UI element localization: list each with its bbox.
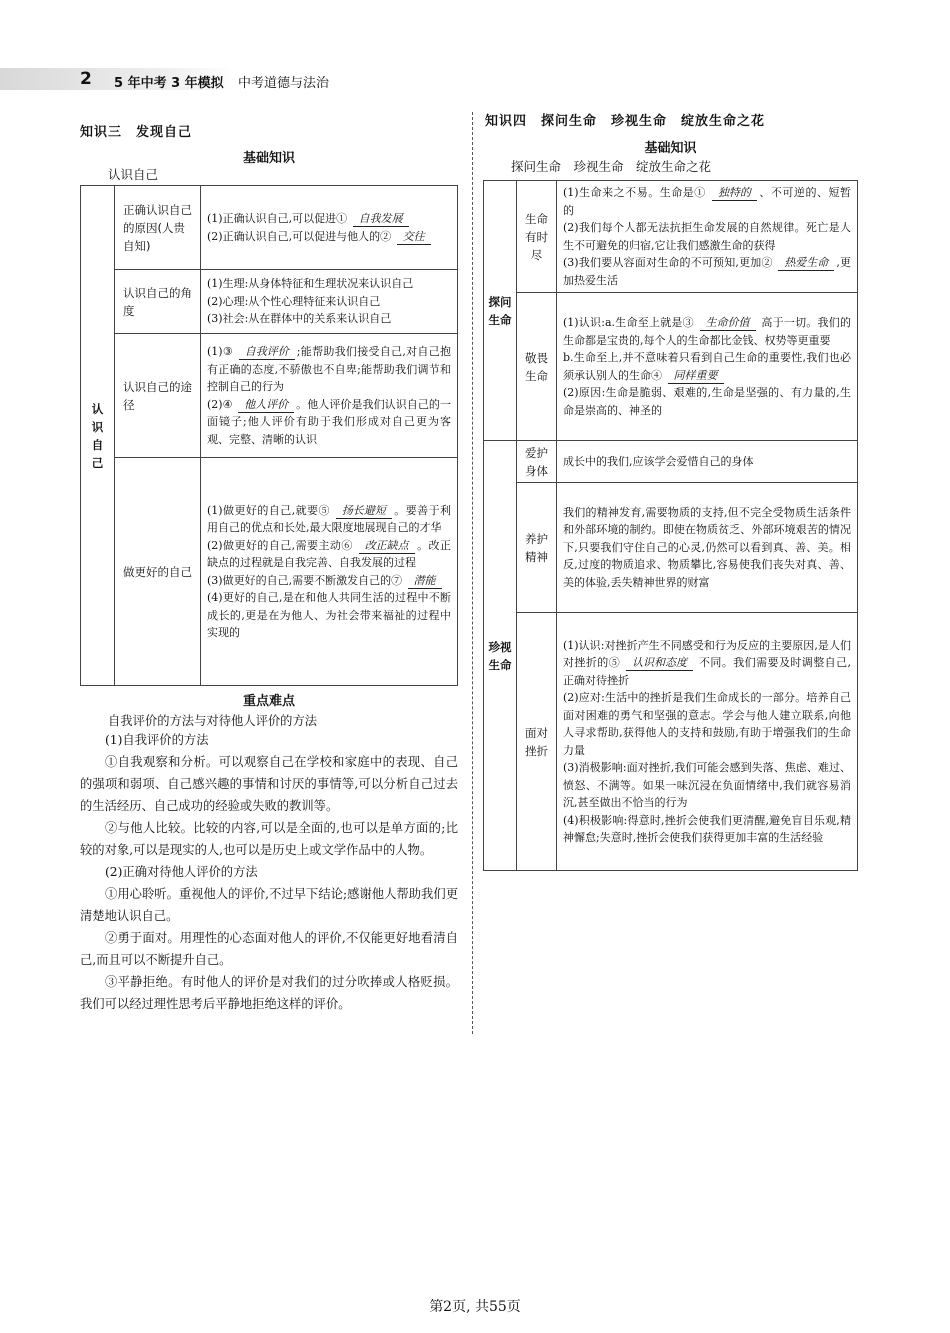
row-content <box>557 483 858 613</box>
cell-text: (4)积极影响:得意时,挫折会使我们更清醒,避免盲目乐观,精神懈怠;失意时,挫折会使我们获得更加丰富的生活经验 <box>563 813 851 844</box>
cell-text: 成长中的我们,应该学会爱惜自己的身体 <box>563 454 754 468</box>
row-label: 做更好的自己 <box>115 458 201 686</box>
column-divider <box>472 112 473 1034</box>
cell-line <box>563 453 851 471</box>
table-row <box>81 334 458 458</box>
blank-answer: 生命价值 <box>700 316 756 331</box>
cell-text: (1)认识:对挫折产生不同感受和行为反应的主要原因,是人们对挫折的⑤ <box>563 638 851 669</box>
cell-text: (2)原因:生命是脆弱、艰难的,生命是坚强的、有力量的,生命是崇高的、神圣的 <box>563 386 851 417</box>
blank-answer: 热爱生命 <box>778 256 834 271</box>
blank-answer: 潜能 <box>408 574 442 589</box>
cell-line <box>563 759 851 812</box>
table-row <box>484 181 858 293</box>
cell-text: (2)做更好的自己,需要主动⑥ <box>207 538 357 552</box>
cell-text: 不同。我们需要及时调整自己,正确对待挫折 <box>563 656 851 687</box>
section3-title: 知识三 发现自己 <box>80 125 193 140</box>
cell-text: (2)心理:从个性心理特征来认识自己 <box>207 294 381 308</box>
blank-answer: 改正缺点 <box>359 539 415 554</box>
blank-answer: 自我发展 <box>353 212 409 227</box>
paragraph: ②勇于面对。用理性的心态面对他人的评价,不仅能更好地看清自己,而且可以不断提升自己。 <box>80 931 458 967</box>
cell-line <box>207 502 451 537</box>
blank-answer: 自我评价 <box>239 345 295 360</box>
cell-line <box>563 254 851 289</box>
section4-topic: 探问生命 珍视生命 绽放生命之花 <box>511 159 712 174</box>
cell-text: (1)做更好的自己,就要⑤ <box>207 503 334 517</box>
paragraph: ①用心聆听。重视他人的评价,不过早下结论;感谢他人帮助我们更清楚地认识自己。 <box>80 887 458 923</box>
cell-text: (3)消极影响:面对挫折,我们可能会感到失落、焦虑、难过、愤怒、不满等。如果一味沉浸在负面情绪中,我们就容易消沉,甚至做出不恰当的行为 <box>563 761 851 809</box>
category-cell: 认识自己 <box>81 186 115 686</box>
paragraph: ③平静拒绝。有时他人的评价是对我们的过分吹捧或人格贬损。我们可以经过理性思考后平静地拒绝这样的评价。 <box>80 975 458 1011</box>
book-title: 5 年中考 3 年模拟 <box>114 76 224 91</box>
table-row <box>81 458 458 686</box>
cell-text: (2)我们每个人都无法抗拒生命发展的自然规律。死亡是人生不可避免的归宿,它让我们感激生命的获得 <box>563 221 851 252</box>
page-number: 2 <box>80 69 92 89</box>
cell-text: (3)社会:从在群体中的关系来认识自己 <box>207 312 392 326</box>
cell-text: 。要善于利用自己的优点和长处,最大限度地展现自己的才华 <box>207 503 452 534</box>
blank-answer: 交往 <box>397 230 431 245</box>
row-label: 认识自己的角度 <box>115 270 201 334</box>
cell-text: (3)做更好的自己,需要不断激发自己的⑦ <box>207 573 406 587</box>
cell-line <box>207 310 451 328</box>
cell-line <box>563 314 851 349</box>
cell-text: b.生命至上,并不意味着只看到自己生命的重要性,我们也必须承认别人的生命④ <box>563 351 851 382</box>
row-content <box>557 293 858 441</box>
cell-line <box>563 219 851 254</box>
blank-answer: 扬长避短 <box>336 504 392 519</box>
category-cell: 珍视生命 <box>484 441 517 871</box>
paragraph: (2)正确对待他人评价的方法 <box>105 865 258 879</box>
cell-line <box>207 396 451 449</box>
key-points-heading: 重点难点 <box>242 694 295 709</box>
row-content <box>201 270 458 334</box>
cell-text: 我们的精神发育,需要物质的支持,但不完全受物质生活条件和外部环境的制约。即使在物质贫乏、外部环境艰苦的情况下,只要我们守住自己的心灵,仍然可以看到真、善、美。相反,过度的物质追求、物质攀比,容易使我们丧失对真、善、美的体验,丢失精神世界的财富 <box>563 505 851 589</box>
cell-line <box>563 689 851 759</box>
cell-line <box>207 537 451 572</box>
page-footer: 第2页, 共55页 <box>429 1299 521 1315</box>
cell-line <box>207 293 451 311</box>
cell-line <box>207 210 451 228</box>
section4-title: 知识四 探问生命 珍视生命 绽放生命之花 <box>485 114 766 129</box>
cell-line <box>563 384 851 419</box>
row-content <box>201 186 458 270</box>
cell-text: 。改正缺点的过程就是自我完善、自我发展的过程 <box>207 538 451 569</box>
paragraph: ①自我观察和分析。可以观察自己在学校和家庭中的表现、自己的强项和弱项、自己感兴趣的事情和讨厌的事情等,可以分析自己过去的生活经历、自己成功的经验或失败的教训等。 <box>80 755 458 813</box>
row-label: 正确认识自己的原因(人贵自知) <box>115 186 201 270</box>
cell-line <box>563 637 851 690</box>
table-row <box>484 613 858 871</box>
paragraph: (1)自我评价的方法 <box>105 733 209 747</box>
row-label: 敬畏生命 <box>517 293 557 441</box>
blank-answer: 认识和态度 <box>626 656 693 671</box>
section3-topic: 认识自己 <box>108 167 159 182</box>
row-label: 生命有时尽 <box>517 181 557 293</box>
row-label: 面对挫折 <box>517 613 557 871</box>
cell-line <box>207 572 451 590</box>
table-row <box>484 441 858 483</box>
row-content <box>557 613 858 871</box>
row-content <box>201 334 458 458</box>
cell-line <box>563 184 851 219</box>
row-content <box>201 458 458 686</box>
section3-basic-heading: 基础知识 <box>242 151 295 166</box>
cell-line <box>207 589 451 642</box>
category-cell: 探问生命 <box>484 181 517 441</box>
blank-answer: 独特的 <box>712 186 757 201</box>
row-label: 爱护身体 <box>517 441 557 483</box>
blank-answer: 他人评价 <box>238 398 294 413</box>
cell-text: (1)认识:a.生命至上就是③ <box>563 316 698 329</box>
section3-table <box>80 185 458 686</box>
row-content <box>557 181 858 293</box>
cell-text: ;能帮助我们接受自己,对自己抱有正确的态度,不骄傲也不自卑;能帮助我们调节和控制自己的行为 <box>207 345 451 393</box>
section4-basic-heading: 基础知识 <box>644 141 697 156</box>
cell-text: (1)生理:从身体特征和生理状况来认识自己 <box>207 277 414 291</box>
cell-text: (4)更好的自己,是在和他人共同生活的过程中不断成长的,更是在为他人、为社会带来福祉的过程中实现的 <box>207 591 451 639</box>
cell-text: (1)生命来之不易。生命是① <box>563 186 710 199</box>
cell-text: (2)正确认识自己,可以促进与他人的② <box>207 229 395 243</box>
cell-line <box>563 812 851 847</box>
blank-answer: 同样重要 <box>668 369 724 384</box>
cell-text: ,更加热爱生活 <box>563 256 851 287</box>
cell-text: 、不可逆的、短暂的 <box>563 186 852 217</box>
table-row <box>484 483 858 613</box>
subject-title: 中考道德与法治 <box>238 76 330 91</box>
cell-line <box>563 504 851 592</box>
cell-text: (1)③ <box>207 345 237 358</box>
cell-line <box>563 349 851 384</box>
cell-line <box>207 343 451 396</box>
paragraph: ②与他人比较。比较的内容,可以是全面的,也可以是单方面的;比较的对象,可以是现实的人,也可以是历史上或文学作品中的人物。 <box>80 821 458 857</box>
cell-text: (2)④ <box>207 397 237 411</box>
row-label: 认识自己的途径 <box>115 334 201 458</box>
key-points-body <box>80 729 458 1015</box>
table-row <box>484 293 858 441</box>
section4-table <box>483 180 858 871</box>
cell-text: 。他人评价是我们认识自己的一面镜子;他人评价有助于我们形成对自己更为客观、完整、清晰的认识 <box>207 397 451 446</box>
table-row <box>81 186 458 270</box>
cell-text: 高于一切。我们的生命都是宝贵的,每个人的生命都比金钱、权势等更重要 <box>563 316 851 347</box>
cell-text: (2)应对:生活中的挫折是我们生命成长的一部分。培养自己面对困难的勇气和坚强的意志。学会与他人建立联系,向他人寻求帮助,获得他人的支持和鼓励,有助于增强我们的生命力量 <box>563 691 851 757</box>
cell-text: (1)正确认识自己,可以促进① <box>207 212 351 225</box>
row-label: 养护精神 <box>517 483 557 613</box>
cell-line <box>207 275 451 293</box>
table-row <box>81 270 458 334</box>
cell-text: (3)我们要从容面对生命的不可预知,更加② <box>563 256 777 269</box>
key-points-topic: 自我评价的方法与对待他人评价的方法 <box>108 714 318 728</box>
cell-line <box>207 228 451 246</box>
row-content <box>557 441 858 483</box>
